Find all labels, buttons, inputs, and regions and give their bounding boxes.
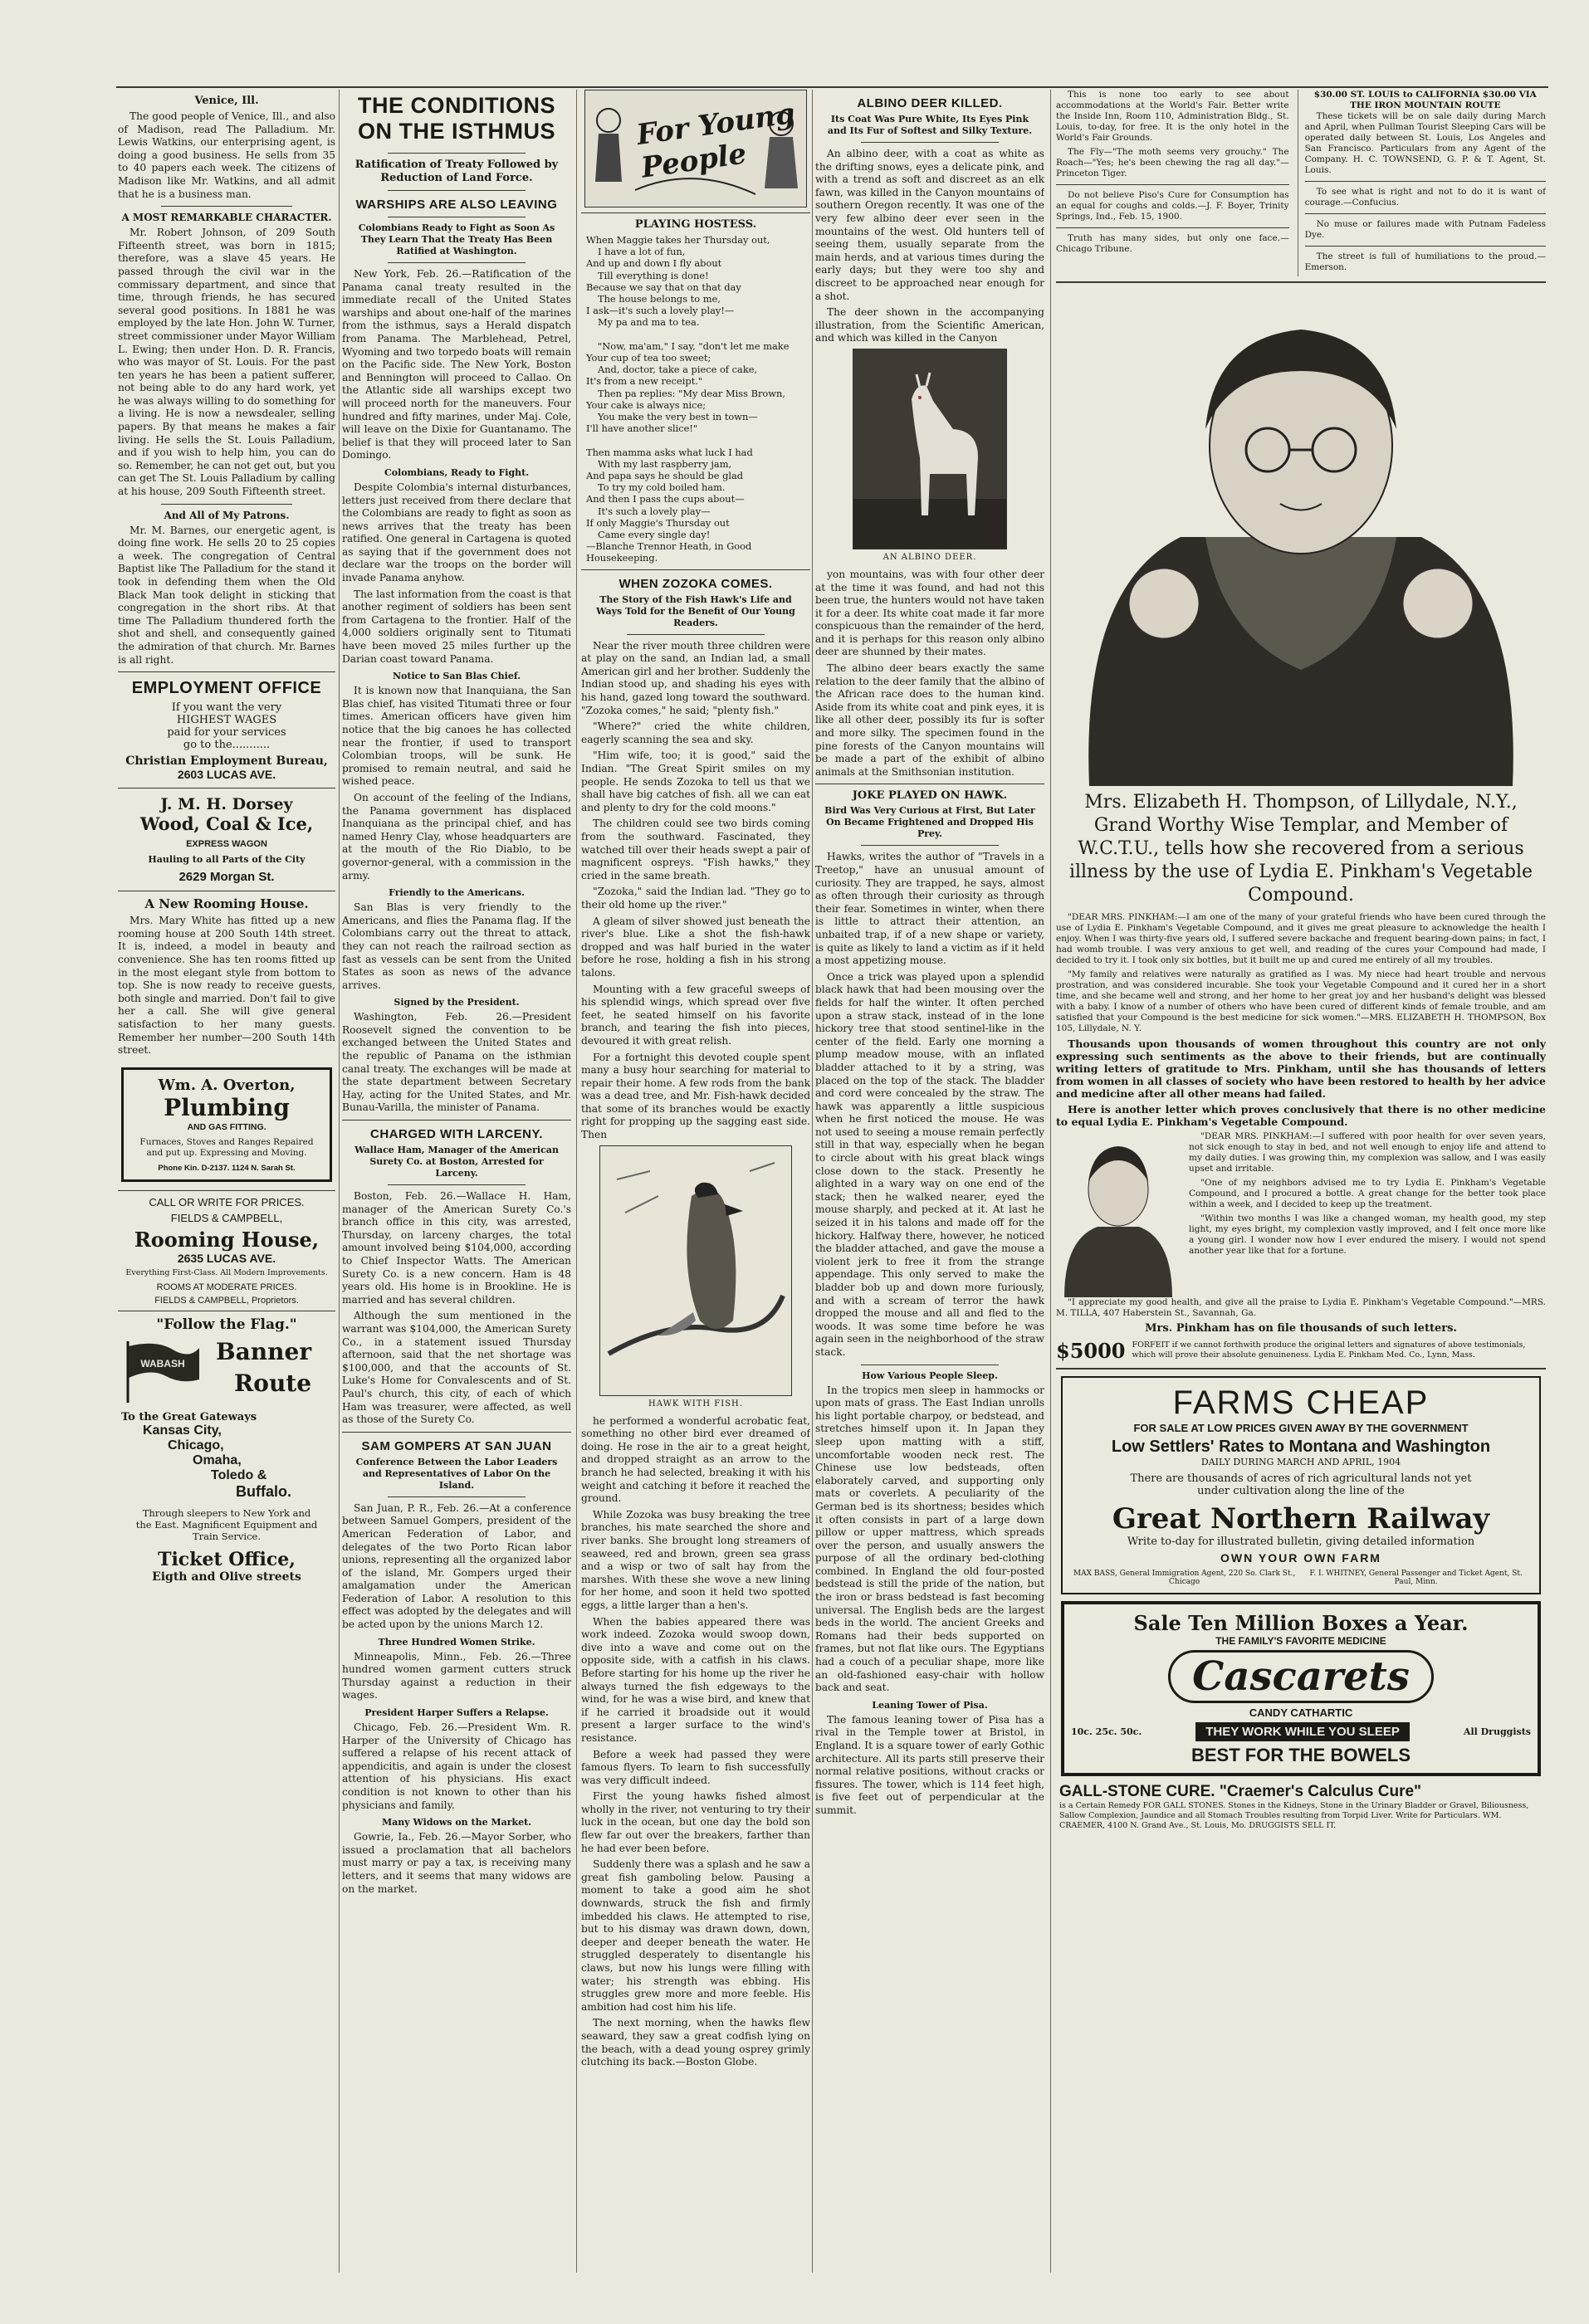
- article-paragraph: The next morning, when the hawks flew seaward, they saw a great codfish lying on the beach, with a dead young osprey grimly clutching its back.—Boston Globe.: [581, 2017, 810, 2068]
- divider: [861, 142, 999, 143]
- testimonial: Here is another letter which proves conclusively that there is no other medicine to equal Lydia E. Pinkham's Vegetable Compound.: [1056, 1103, 1546, 1128]
- article-paragraph: First the young hawks fished almost wholly in the river, not venturing to try their luck in the ocean, but one day the bold son flew far out over the breakers, farther than he had ever been before.: [581, 1790, 810, 1854]
- poem-line: And then I pass the cups about—: [586, 493, 745, 505]
- poem-line: I ask—it's such a lovely play!—: [586, 305, 735, 317]
- ad-heading: GALL-STONE CURE. "Craemer's Calculus Cure": [1059, 1782, 1422, 1800]
- column-advertisements: [1056, 90, 1546, 2264]
- article-paragraph: Suddenly there was a splash and he saw a great fish gamboling below. Pausing a moment to take a good aim he shot downwards, struck the fish and firmly imbedded his claws. He attempted to rise, but to his dismay was drawn down, down, deeper and deeper beneath the water. He struggled desperately to disentangle his claws, but now his lungs were filling with water; his strength was ebbing. His struggles grew more and more feeble. His ambition had cost him his life.: [581, 1858, 810, 2013]
- poem-line: —Blanche Trennor Heath, in Good Housekeeping.: [586, 540, 752, 564]
- ad-line: To the Great Gateways: [121, 1410, 257, 1423]
- ad-heading: Sale Ten Million Boxes a Year.: [1133, 1610, 1469, 1635]
- article-paragraph: While Zozoka was busy breaking the tree branches, his mate searched the shore and river banks. She brought long streamers of seaweed, red and brown, green sea grass and a wisp or two of salt hay from the marshes. With these she wove a new lining for her home, and soon it held two spotted eggs, a little larger than a hen's.: [581, 1508, 810, 1611]
- poem-line: My pa and ma to tea.: [598, 316, 700, 329]
- ad-line: Low Settlers' Rates to Montana and Washington: [1111, 1437, 1491, 1456]
- ad-address: Phone Kin. D-2137. 1124 N. Sarah St.: [158, 1163, 296, 1173]
- top-notices: [1056, 90, 1546, 276]
- article-paragraph: "Where?" cried the white children, eagerly scanning the sea and sky.: [581, 720, 810, 745]
- column-rule: [1050, 90, 1051, 2273]
- deck: Wallace Ham, Manager of the American Surety Co. at Boston, Arrested for Larceny.: [354, 1145, 559, 1179]
- young-people-banner: [584, 90, 807, 208]
- article-paragraph: The last information from the coast is that another regiment of soldiers has been sent from Cartagena to the frontier. Half of the 4,000 soldiers originally sent to Titumati have been moved 25 miles further up the Darian coast toward Panama.: [342, 588, 571, 665]
- ad-line: CALL OR WRITE FOR PRICES.: [149, 1195, 305, 1208]
- ad-line: THE FAMILY'S FAVORITE MEDICINE: [1215, 1634, 1386, 1647]
- article-paragraph: Gowrie, Ia., Feb. 26.—Mayor Sorber, who issued a proclamation that all bachelors must marry or pay a tax, is receiving many letters, and it seems that many widows are on the market.: [342, 1831, 571, 1895]
- ad-heading: Ticket Office,: [158, 1548, 296, 1570]
- article-paragraph: Washington, Feb. 26.—President Roosevelt signed the convention to be exchanged between the United States and the republic of Panama on the isthmian canal treaty. The exchanges will be made at the state department between Secretary Hay, acting for the United States, and Mr. Bunau-Varilla, the minister of Panama.: [342, 1011, 571, 1114]
- ad-price: 10c. 25c. 50c.: [1071, 1726, 1142, 1737]
- poem-line: With my last raspberry jam,: [598, 457, 732, 470]
- ad-heading: Great Northern Railway: [1112, 1501, 1490, 1536]
- cascarets-logo: [1168, 1650, 1434, 1703]
- article-paragraph: The good people of Venice, Ill., and also of Madison, read The Palladium. Mr. Lewis Watkins, our enterprising agent, is doing a good business. He sells from 35 to 40 papers each week. The citizens of Madison like Mr. Watkins, and all admit that he is a business man.: [118, 110, 335, 200]
- flag-label: WABASH: [140, 1357, 185, 1370]
- poem-line: Till everything is done!: [598, 269, 709, 281]
- article-paragraph: A gleam of silver showed just beneath the river's blue. Like a shot the fish-hawk dropped and was half buried in the water before he rose, holding a fish in his strong talons.: [581, 915, 810, 979]
- ad-contact: F. I. WHITNEY, General Passenger and Ticket Agent, St. Paul, Minn.: [1309, 1569, 1523, 1586]
- ad-line: FIELDS & CAMPBELL, Proprietors.: [154, 1295, 299, 1306]
- ad-line: go to the...........: [183, 739, 271, 752]
- article-paragraph: Boston, Feb. 26.—Wallace H. Ham, manager of the American Surety Co.'s branch office in this city, was arrested, Thursday, on larceny charges, the total amount involved being $104,000, according to Chief Inspector Watts. The American Surety Co. is a new concern. Ham is 48 years old. His home is in Brookline. He is married and has several children.: [342, 1190, 571, 1306]
- subhead: Leaning Tower of Pisa.: [872, 1699, 988, 1711]
- article-paragraph: On account of the feeling of the Indians, the Panama government has displaced Inanquiana as the principal chief, and has named Henry Clay, whose headquarters are at the mouth of the Rio Diablo, to be governor-general, with a commission in the army.: [342, 791, 571, 881]
- ad-line: FOR SALE AT LOW PRICES GIVEN AWAY BY THE GOVERNMENT: [1133, 1421, 1469, 1434]
- ad-address: 2635 LUCAS AVE.: [177, 1251, 276, 1265]
- article-paragraph: The deer shown in the accompanying illustration, from the Scientific American, and which was killed in the Canyon: [815, 306, 1044, 344]
- article-paragraph: "Zozoka," said the Indian lad. "They go to their old home up the river.": [581, 886, 810, 911]
- article-paragraph: The albino deer bears exactly the same relation to the deer family that the albino of the African race does to the human kind. Aside from its white coat and pink eyes, it is like all other deer, possibly its fur is softer and more silky. The specimen found in the pine forests of the Canyon mountains will be made a part of the exhibit of albino animals at the Smithsonian institution.: [815, 662, 1044, 778]
- ad-city: Buffalo.: [236, 1482, 291, 1500]
- fields-ad: [118, 1196, 335, 1306]
- article-heading: ALBINO DEER KILLED.: [857, 96, 1003, 110]
- article-paragraph: yon mountains, was with four other deer at the time it was found, and had not this been true, the hunters would not have taken it for a deer. Its white coat made it far more conspicuous than the remainder of the herd, and it is perhaps for this reason only albino deer are shunned by their mates.: [815, 568, 1044, 658]
- albino-deer-illustration: [853, 349, 1007, 549]
- testimonial: "DEAR MRS. PINKHAM:—I suffered with poor health for over seven years, not sick enough to stay in bed, and not well enough to enjoy life and attend to my daily duties. I was growing thin, my complexion was sallow, and I was easily upset and irritable.: [1189, 1131, 1546, 1174]
- article-paragraph: Although the sum mentioned in the warrant was $104,000, the American Surety Co., in a statement issued Thursday afternoon, said that the net shortage was $100,000, and that the accounts of St. Luke's Home for Convalescents and of St. Paul's church, this city, of each of which Ham was treasurer, were affected, as well as those of the Surety Co.: [342, 1310, 571, 1426]
- poem-line: I'll have another slice!": [586, 422, 698, 435]
- ad-line: Everything First-Class. All Modern Improvements.: [125, 1267, 328, 1277]
- ad-line: EXPRESS WAGON: [186, 839, 267, 850]
- forfeit-amount: $5000: [1056, 1338, 1126, 1363]
- article-paragraph: The famous leaning tower of Pisa has a rival in the Temple tower at Bristol, in England. It is a square tower of early Gothic architecture. All its parts still preserve their normal relative positions, without cracks or fissures. The tower, which is 114 feet high, is five feet out of perpendicular at the summit.: [815, 1713, 1044, 1816]
- divider: [388, 153, 526, 154]
- article-paragraph: Near the river mouth three children were at play on the sand, an Indian lad, a small American girl and her brother. Suddenly the Indian stood up, and shading his eyes with his hand, gazed long toward the southward. "Zozoka comes," he said; "plenty fish.": [581, 639, 810, 716]
- poem-line: The house belongs to me,: [598, 293, 721, 305]
- ad-line: Christian Employment Bureau,: [125, 754, 328, 769]
- ad-line: If you want the very: [171, 701, 282, 715]
- poem-line: [586, 434, 805, 446]
- notice: The street is full of humiliations to the proud.—Emerson.: [1304, 251, 1546, 272]
- farms-cheap-ad: [1061, 1376, 1541, 1594]
- ad-heading: "Follow the Flag.": [156, 1316, 297, 1333]
- poem-line: It's such a lovely play—: [598, 505, 711, 517]
- ad-heading: Wm. A. Overton,: [158, 1076, 296, 1094]
- ad-line: AND GAS FITTING.: [187, 1121, 266, 1132]
- second-testimonial: [1056, 1131, 1546, 1297]
- poem: [586, 234, 805, 564]
- notices-left: [1056, 90, 1289, 276]
- forfeit-text: FORFEIT if we cannot forthwith produce the original letters and signatures of above testimonials, which will prove their absolute genuineness. Lydia E. Pinkham Med. Co., Lynn, Mass.: [1132, 1340, 1526, 1360]
- article-heading: A MOST REMARKABLE CHARACTER.: [121, 212, 332, 224]
- testimonial: Thousands upon thousands of women throughout this country are not only expressing such sentiments as the above to their friends, but are continually writing letters of gratitude to Mrs. Pinkham, until she has thousands of letters from women in all classes of society who have been restored to health by her advice and medicine after all other means had failed.: [1056, 1038, 1546, 1100]
- divider: [861, 845, 999, 846]
- testimonial: "My family and relatives were naturally as gratified as I was. My niece had heart trouble and nervous prostration, and was considered incurable. She took your Vegetable Compound and it cured her in a short time, and she became well and strong, and her home to her great joy and her husband's delight was blessed with a baby. I know of a number of others who have been cured of different kinds of female trouble, and am satisfied that your Compound is the best medicine for sick women."—MRS. ELIZABETH H. THOMPSON, Box 105, Lillydale, N. Y.: [1056, 969, 1546, 1033]
- subhead: How Various People Sleep.: [862, 1370, 998, 1381]
- ad-line: DAILY DURING MARCH AND APRIL, 1904: [1200, 1456, 1401, 1467]
- notice: To see what is right and not to do it is want of courage.—Confucius.: [1304, 187, 1546, 208]
- notices-right: [1298, 90, 1546, 276]
- ad-line: Furnaces, Stoves and Ranges Repaired and put up. Expressing and Moving.: [139, 1136, 314, 1158]
- hawk-with-fish-illustration: [599, 1145, 792, 1396]
- top-rule: [116, 86, 1548, 88]
- ad-city: Chicago,: [168, 1438, 224, 1452]
- ad-contacts: [1069, 1570, 1533, 1586]
- poem-line: It's from a new receipt.": [586, 375, 703, 388]
- ad-line: ROOMS AT MODERATE PRICES.: [156, 1282, 297, 1292]
- divider: [118, 671, 335, 672]
- poem-line: And up and down I fly about: [586, 257, 722, 270]
- notice: These tickets will be on sale daily during March and April, when Pullman Tourist Sleeping Cars will be operated daily between St. Louis, Los Angeles and San Francisco. Particulars from any Agent of the Company. H. C. TOWNSEND, G. P. & T. Agent, St. Louis.: [1304, 111, 1546, 175]
- subhead: Notice to San Blas Chief.: [392, 671, 521, 682]
- poem-line: [586, 329, 805, 340]
- column-rule: [339, 90, 340, 2273]
- ad-heading: J. M. H. Dorsey: [160, 795, 293, 814]
- article-paragraph: "Him wife, too; it is good," said the Indian. "The Great Spirit smiles on my people. He sends Zozoka to tell us that we shall have big catches of fish. all we can eat and plenty to dry for the cold moons.": [581, 749, 810, 813]
- poem-line: "Now, ma'am," I say, "don't let me make: [598, 339, 790, 352]
- ad-line: FIELDS & CAMPBELL,: [170, 1211, 283, 1224]
- article-paragraph: he performed a wonderful acrobatic feat, something no other bird ever dreamed of doing. He rose in the air to a great height, and dropped straight as an arrow to the branch he had selected, breaking it with his weight and catching it before it reached the ground.: [581, 1414, 810, 1505]
- column-local-news: [118, 90, 335, 2264]
- article-paragraph: For a fortnight this devoted couple spent many a busy hour searching for material to repair their home. A few rods from the bank was a dead tree, and Mr. Fish-hawk decided that some of its branches would be exactly right for propping up the sagging east side. Then: [581, 1051, 810, 1141]
- ad-city: Omaha,: [193, 1452, 242, 1467]
- column-rule: [812, 90, 813, 2273]
- ad-heading: EMPLOYMENT OFFICE: [131, 679, 322, 698]
- ad-line: BEST FOR THE BOWELS: [1191, 1744, 1411, 1765]
- ad-line: HIGHEST WAGES: [176, 714, 277, 727]
- sub-headline: CHARGED WITH LARCENY.: [370, 1127, 543, 1142]
- divider: [1056, 1368, 1546, 1370]
- ad-heading: Banner: [216, 1337, 312, 1365]
- divider: [388, 1184, 526, 1185]
- ad-line: All Druggists: [1463, 1726, 1531, 1737]
- divider: [388, 1496, 526, 1497]
- divider: [388, 262, 526, 263]
- ad-pricing: [1071, 1722, 1531, 1741]
- column-rule: [576, 90, 577, 2273]
- ad-address: 2603 LUCAS AVE.: [177, 768, 276, 782]
- ad-line: paid for your services: [167, 726, 286, 740]
- poem-line: Then pa replies: "My dear Miss Brown,: [598, 387, 785, 399]
- deck: Colombians Ready to Fight as Soon As They Learn That the Treaty Has Been Ratified at Washington.: [358, 222, 555, 256]
- subhead: Friendly to the Americans.: [389, 887, 525, 899]
- portrait-illustration: [1056, 288, 1546, 786]
- forfeit-notice: [1056, 1339, 1546, 1363]
- article-paragraph: Minneapolis, Minn., Feb. 26.—Three hundred women garment cutters struck Thursday against a reduction in their wages.: [342, 1650, 571, 1702]
- poem-line: If only Maggie's Thursday out: [586, 516, 730, 529]
- wabash-ad: [118, 1316, 335, 1584]
- ad-city: Toledo &: [211, 1467, 267, 1482]
- column-albino-deer: [815, 90, 1044, 2264]
- article-heading: A New Rooming House.: [144, 896, 309, 912]
- ad-text: is a Certain Remedy FOR GALL STONES. Stones in the Kidneys, Stone in the Urinary Bladder or Gravel, Biliousness, Sallow Complexion, Jaundice and all Stomach Troubles resulting from Torpid Liver. Write for Particulars. WM. CRAEMER, 4100 N. Grand Ave., St. Louis, Mo. DRUGGISTS SELL IT.: [1059, 1800, 1529, 1830]
- notice: Do not believe Piso's Cure for Consumption has an equal for coughs and colds.—J. F. Boyer, Trinity Springs, Ind., Feb. 15, 1900.: [1056, 190, 1289, 222]
- article-paragraph: Once a trick was played upon a splendid black hawk that had been mousing over the fields for half the winter. It often perched upon a straw stack, instead of in the lone hickory tree that stood sentinel-like in the center of the field. Early one morning a plump meadow mouse, with an inflated bladder attached to it by a string, was placed on the top of the stack. The bladder and cord were concealed by the straw. The hawk was apparently a little suspicious when he first noticed the mouse. He was not used to seeing a mouse remain perfectly still in that way, especially when he began to circle about with his great black wings close down to the stack. Presently he alighted in a wary way on one end of the stack; then he walked nearer, eyed the mouse sharply, and pecked at it. At last he seized it in his talons and made off for the hickory. Halfway there, however, he noticed the bladder attached, and gave the mouse a violent jerk to free it from the strange appendage. This only served to make the bladder bob up and down more furiously, and with a scream of terror the hawk dropped the mouse and all and fled to the woods. It was some time before he was again seen in the neighborhood of the straw stack.: [815, 970, 1044, 1358]
- column-young-people: [581, 90, 810, 2264]
- poem-line: I have a lot of fun,: [598, 246, 686, 258]
- ad-heading: Rooming House,: [134, 1227, 320, 1252]
- ad-line: There are thousands of acres of rich agricultural lands not yet under cultivation along the line of the: [1130, 1472, 1472, 1497]
- divider: [627, 634, 765, 635]
- sub-headline: SAM GOMPERS AT SAN JUAN: [361, 1438, 552, 1453]
- ad-contact: MAX BASS, General Immigration Agent, 220 So. Clark St., Chicago: [1073, 1569, 1296, 1586]
- testimonial: "One of my neighbors advised me to try Lydia E. Pinkham's Vegetable Compound, and I procured a bottle. A great change for the better took place within a week, and I decided to keep up the treatment.: [1189, 1178, 1546, 1209]
- poem-line: Your cup of tea too sweet;: [586, 352, 711, 364]
- ad-heading: Route: [234, 1369, 312, 1397]
- article-paragraph: Before a week had passed they were famous flyers. To learn to fish successfully was very difficult indeed.: [581, 1748, 810, 1786]
- illustration-caption: HAWK WITH FISH.: [648, 1399, 743, 1409]
- article-heading: PLAYING HOSTESS.: [634, 218, 757, 231]
- subhead: Signed by the President.: [394, 997, 520, 1008]
- article-paragraph: San Blas is very friendly to the Americans, and flies the Panama flag. If the Colombians carry out the threat to attack, they can not reach the railroad section as fast as vessels can be sent from the United States as soon as news of the advance arrives.: [342, 901, 571, 991]
- sub-headline: Ratification of Treaty Followed by Reduction of Land Force.: [354, 159, 559, 184]
- overton-ad: [121, 1067, 332, 1182]
- article-paragraph: Chicago, Feb. 26.—President Wm. R. Harper of the University of Chicago has suffered a relapse of his recent attack of appendicitis, and again is under the closest attention of his physicians. His exact condition is not known to other than his physicians and family.: [342, 1721, 571, 1811]
- headline: THE CONDITIONS ON THE ISTHMUS: [357, 93, 555, 144]
- testimonial: "I appreciate my good health, and give all the praise to Lydia E. Pinkham's Vegetable Compound."—MRS. M. TILLA, 407 Haberstein St., Savannah, Ga.: [1056, 1297, 1546, 1318]
- ad-line: CANDY CATHARTIC: [1249, 1706, 1353, 1719]
- dateline: Venice, Ill.: [194, 95, 259, 107]
- article-paragraph: In the tropics men sleep in hammocks or upon mats of grass. The East Indian unrolls his light portable charpoy, or bedstead, and stretches himself upon it. In Japan they sleep upon matting with a stiff, uncomfortable wooden neck rest. The Chinese use low bedsteads, often elaborately carved, and supporting only mats or coverlets. A peculiarity of the German bed is its shortness; besides which it often consists in part of a large down pillow or upper mattress, which spreads over the person, and usually answers the purpose of all the ordinary bed-clothing combined. In England the old four-posted bedstead is still the pride of the nation, but the iron or brass bedstead is fast becoming universal. The English beds are the largest beds in the world. The ancient Greeks and Romans had their beds supported on frames, but not flat like ours. The Egyptians had a couch of a peculiar shape, more like an old-fashioned easy-chair with hollow back and seat.: [815, 1384, 1044, 1694]
- ad-line: Hauling to all Parts of the City: [148, 854, 306, 866]
- article-paragraph: Mrs. Mary White has fitted up a new rooming house at 200 South 14th street. It is, indeed, a model in beauty and convenience. She has ten rooms fitted up in the most elegant style from bottom to top. She is now ready to receive guests, both single and married. Don't fail to give her a call. She will give general satisfaction to her many guests. Remember her number—200 South 14th street.: [118, 915, 335, 1057]
- article-paragraph: New York, Feb. 26.—Ratification of the Panama canal treaty resulted in the immediate recall of the United States warships and about one-half of the marines from the isthmus, says a Herald dispatch from Panama. The Marblehead, Petrel, Wyoming and two torpedo boats will remain on the Pacific side. The New York, Boston and Bennington will proceed to Callao. On the Atlantic side all warships except two will proceed north for the maneuvers. Four hundred and fifty marines, under Maj. Cole, will leave on the Dixie for Guantanamo. The belief is that they will proceed later to San Domingo.: [342, 268, 571, 461]
- employment-ad: [118, 679, 335, 781]
- gall-stone-ad: [1059, 1783, 1543, 1831]
- ad-line: Through sleepers to New York and the East. Magnificent Equipment and Train Service.: [135, 1506, 318, 1542]
- ad-heading: Plumbing: [164, 1093, 290, 1121]
- divider: [388, 190, 526, 191]
- testimonial: "DEAR MRS. PINKHAM:—I am one of the many of your grateful friends who have been cured through the use of Lydia E. Pinkham's Vegetable Compound, and it gives me great pleasure to acknowledge the health I enjoy. When I was thirty-five years old, I suffered severe backache and frequent bearing-down pains; in fact, I had womb trouble. I was very anxious to get well, and reading of the cures your Compound had made, I decided to try it. I took only six bottles, but it built me up and cured me entirely of all my troubles.: [1056, 912, 1546, 965]
- article-paragraph: It is known now that Inanquiana, the San Blas chief, has visited Titumati three or four times. American officers have given him notice that the big canoes he has collected near the frontier, if used to transport Colombian troops, will be sunk. He promised to remain neutral, and said he wished peace.: [342, 685, 571, 788]
- divider: [1056, 227, 1289, 228]
- article-paragraph: When the babies appeared there was work indeed. Zozoka would swoop down, dive into a wave and come out on the opposite side, with a catfish in his claws. Before starting for his home up the river he always turned the fish edgeways to the wind, for he was a wise bird, and knew that if he carried it broadside out it would present a larger surface to the wind's resistance.: [581, 1615, 810, 1744]
- divider: [342, 1432, 571, 1433]
- poem-line: You make the very best in town—: [598, 411, 758, 423]
- subhead: Three Hundred Women Strike.: [378, 1636, 535, 1648]
- poem-line: Because we say that on that day: [586, 281, 741, 293]
- article-paragraph: Hawks, writes the author of "Travels in a Treetop," have an unusual amount of curiosity. They are trapped, he says, almost as often through their curiosity as through their fear. Sometimes in winter, when there is little to attract their attention, an unbaited trap, if of a new shape or variety, is quite as likely to land a victim as if it held a most appetizing mouse.: [815, 851, 1044, 967]
- divider: [118, 1190, 335, 1191]
- ad-city: Kansas City,: [143, 1423, 222, 1438]
- poem-line: And papa says he should be glad: [586, 470, 744, 482]
- article-heading: WHEN ZOZOKA COMES.: [618, 576, 773, 591]
- wabash-flag-icon: [123, 1340, 203, 1404]
- notice-heading: $30.00 ST. LOUIS to CALIFORNIA $30.00 VIA THE IRON MOUNTAIN ROUTE: [1313, 90, 1537, 110]
- deck: Conference Between the Labor Leaders and Representatives of Labor On the Island.: [355, 1456, 558, 1491]
- ad-line: Write to-day for illustrated bulletin, giving detailed information: [1127, 1535, 1475, 1548]
- divider: [581, 569, 810, 570]
- article-paragraph: Despite Colombia's internal disturbances, letters just received from there declare that the Colombians are ready to fight as soon as news arrives that the treaty has been ratified. One general in Cartagena is quoted as saying that if the government does not declare war the troops on the border will invade Panama anyhow.: [342, 481, 571, 584]
- notice: Truth has many sides, but only one face.—Chicago Tribune.: [1056, 233, 1289, 254]
- article-paragraph: San Juan, P. R., Feb. 26.—At a conference between Samuel Gompers, president of the American Federation of Labor, and delegates of the two Porto Rican labor unions, representing all the organized labor of the island, Mr. Gompers urged their amalgamation under the American Federation of Labor. A resolution to this effect was adopted by the delegates and will be acted upon by the unions March 12.: [342, 1501, 571, 1631]
- article-paragraph: Mr. M. Barnes, our energetic agent, is doing fine work. He sells 20 to 25 copies a week. The congregation of Central Baptist like The Palladium for the stand it took in defending them when the Old Black Man took delight in sticking that congregation in the short ribs. At that time The Palladium thundered forth the shot and shell, and consequently gained the admiration of that church. Mr. Barnes is all right.: [118, 524, 335, 666]
- column-isthmus: [342, 90, 571, 2264]
- deck: Bird Was Very Curious at First, But Later On Became Frightened and Dropped His Prey.: [824, 805, 1035, 840]
- sub-headline: WARSHIPS ARE ALSO LEAVING: [355, 198, 558, 212]
- divider: [1056, 281, 1546, 283]
- poem-line: Your cake is always nice;: [586, 398, 706, 411]
- divider: [581, 212, 810, 213]
- article-paragraph: Mounting with a few graceful sweeps of his splendid wings, which spread over five feet, he seated himself on his favorite branch, and tearing the fish into pieces, devoured it with great relish.: [581, 983, 810, 1047]
- poem-line: And, doctor, take a piece of cake,: [598, 364, 758, 376]
- subhead: Many Widows on the Market.: [381, 1817, 532, 1828]
- dorsey-ad: [118, 795, 335, 884]
- poem-line: Then mamma asks what luck I had: [586, 446, 753, 458]
- article-paragraph: An albino deer, with a coat as white as the drifting snows, eyes a delicate pink, and with a trend as soft and discreet as an elk fawn, was killed in the Canyon mountains of southern Oregon recently. It was one of the very few albino deer ever seen in the mountains of the west. Old hunters tell of seeing them, usually separate from the main herds, and at various times during the early days; but they were too shy and discreet to be approached near enough for a shot.: [815, 148, 1044, 302]
- notice: This is none too early to see about accommodations at the World's Fair. Better write the Inside Inn, Room 110, Administration Bldg., St. Louis, to-day, for free. It is the only hotel in the World's Fair Grounds.: [1056, 90, 1289, 143]
- cascarets-ad: [1061, 1601, 1541, 1776]
- testimonial: Mrs. Pinkham has on file thousands of such letters.: [1145, 1322, 1457, 1335]
- second-portrait-illustration: [1056, 1131, 1181, 1297]
- article-paragraph: Mr. Robert Johnson, of 209 South Fifteenth street, was born in 1815; therefore, was a slave 45 years. He passed through the civil war in the commissary department, and since that time, through friends, he has secured several good positions. In 1881 he was employed by the late Hon. John W. Turner, street commissioner under Mayor William L. Ewing; then under Hon. D. R. Francis, who was mayor of St. Louis. For the past ten years he has been a patient sufferer, not being able to do any hard work, yet he was always willing to do something for a living. He is now a newsdealer, selling papers. By that means he makes a fair living. He sells the St. Louis Palladium, and if you wish to help him, you can do so. Remember, he can not get out, but you can get The St. Louis Palladium by calling at his house, 209 South Fifteenth street.: [118, 227, 335, 498]
- banner-title: For Young People: [634, 96, 798, 185]
- poem-line: To try my cold boiled ham.: [598, 481, 726, 494]
- illustration-caption: AN ALBINO DEER.: [883, 552, 977, 562]
- ad-heading: FARMS CHEAP: [1172, 1384, 1430, 1421]
- poem-line: Came every single day!: [598, 529, 711, 541]
- ad-address: Eigth and Olive streets: [152, 1570, 301, 1584]
- ad-heading: Wood, Coal & Ice,: [139, 813, 314, 835]
- divider: [1305, 246, 1546, 247]
- ad-line: OWN YOUR OWN FARM: [1220, 1550, 1381, 1565]
- divider: [1305, 181, 1546, 182]
- divider: [1305, 213, 1546, 214]
- notice: No muse or failures made with Putnam Fadeless Dye.: [1304, 219, 1546, 240]
- article-heading: JOKE PLAYED ON HAWK.: [852, 789, 1008, 803]
- divider: [161, 206, 291, 207]
- ad-address: 2629 Morgan St.: [178, 870, 275, 885]
- subhead: Colombians, Ready to Fight.: [384, 466, 530, 478]
- brand-name: Cascarets: [1192, 1653, 1410, 1700]
- article-paragraph: The children could see two birds coming from the southward. Fascinated, they watched till over their heads swept a pair of magnificent ospreys. "Fish hawks," they cried in the same breath.: [581, 818, 810, 881]
- deck: The Story of the Fish Hawk's Life and Ways Told for the Benefit of Our Young Readers.: [596, 593, 795, 628]
- divider: [161, 504, 291, 505]
- testimonial: "Within two months I was like a changed woman, my health good, my step light, my eyes bright, my complexion vastly improved, and I felt once more like a young girl. I wonder now how I ever endured the misery. I would not spend another year like that for a fortune.: [1189, 1213, 1546, 1256]
- ad-headline: Mrs. Elizabeth H. Thompson, of Lillydale, N.Y., Grand Worthy Wise Templar, and Member of W.C.T.U., tells how she recovered from a serious illness by the use of Lydia E. Pinkham's Vegetable Compound.: [1068, 792, 1533, 906]
- divider: [1056, 184, 1289, 185]
- article-heading: And All of My Patrons.: [164, 509, 290, 521]
- deck: Its Coat Was Pure White, Its Eyes Pink and Its Fur of Softest and Silky Texture.: [827, 114, 1033, 136]
- ad-slogan: THEY WORK WHILE YOU SLEEP: [1195, 1722, 1410, 1741]
- pinkham-ad: [1056, 288, 1546, 1363]
- poem-line: When Maggie takes her Thursday out,: [586, 234, 770, 246]
- subhead: President Harper Suffers a Relapse.: [364, 1707, 549, 1719]
- notice: The Fly—"The moth seems very grouchy." The Roach—"Yes; he's been chewing the rag all day."—Princeton Tiger.: [1056, 147, 1289, 178]
